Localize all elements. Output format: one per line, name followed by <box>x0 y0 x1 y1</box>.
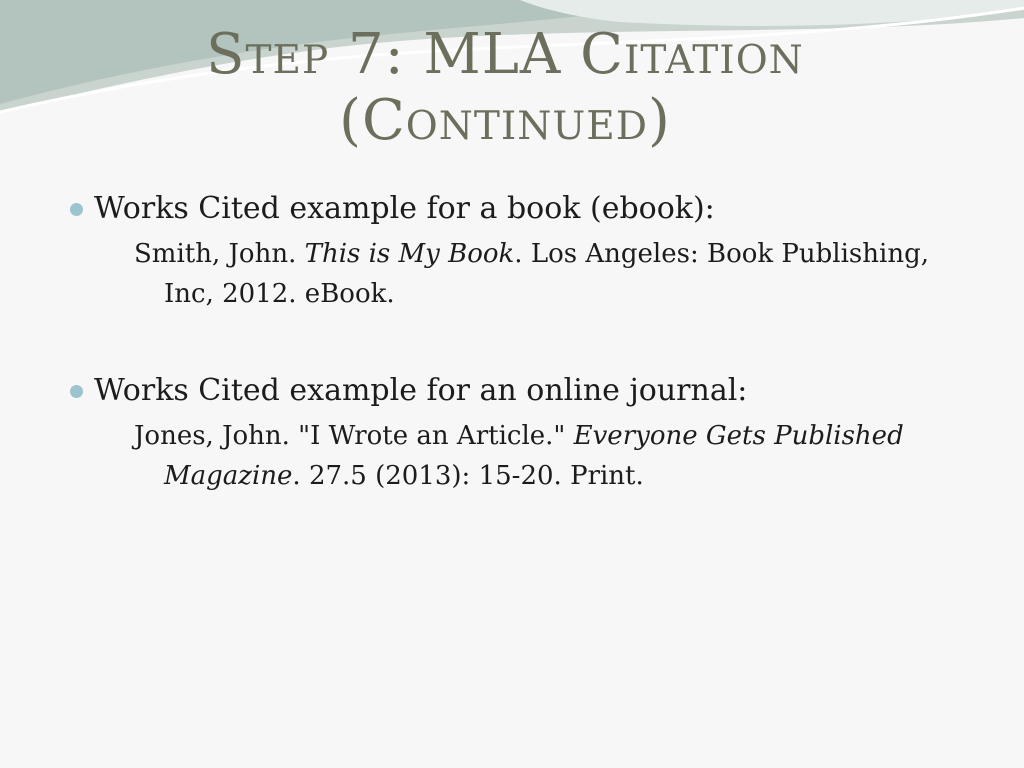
citation-book-details: . Los Angeles: Book Publishing, Inc, 2012. eBook. <box>164 239 929 309</box>
slide-content <box>62 188 962 496</box>
citation-journal-details: . 27.5 (2013): 15-20. Print. <box>292 461 644 491</box>
citation-journal <box>134 416 962 496</box>
bullet-dot-icon <box>70 385 83 398</box>
citation-book <box>134 234 962 314</box>
title-line-2: (Continued) <box>339 88 671 153</box>
bullet-dot-icon <box>70 203 83 216</box>
citation-book-author: Smith, John. <box>134 239 305 269</box>
bullet-book <box>62 188 962 230</box>
bullet-journal-label: Works Cited example for an online journal: <box>94 373 748 408</box>
title-line-1: Step 7: MLA Citation <box>206 22 804 87</box>
bullet-journal <box>62 370 962 412</box>
citation-journal-title: Everyone Gets Published Magazine <box>164 421 904 491</box>
spacer <box>62 314 962 370</box>
citation-journal-author: Jones, John. "I Wrote an Article." <box>134 421 574 451</box>
bullet-book-label: Works Cited example for a book (ebook): <box>94 191 715 226</box>
slide-title <box>0 22 1010 154</box>
citation-book-title: This is My Book <box>304 239 515 269</box>
